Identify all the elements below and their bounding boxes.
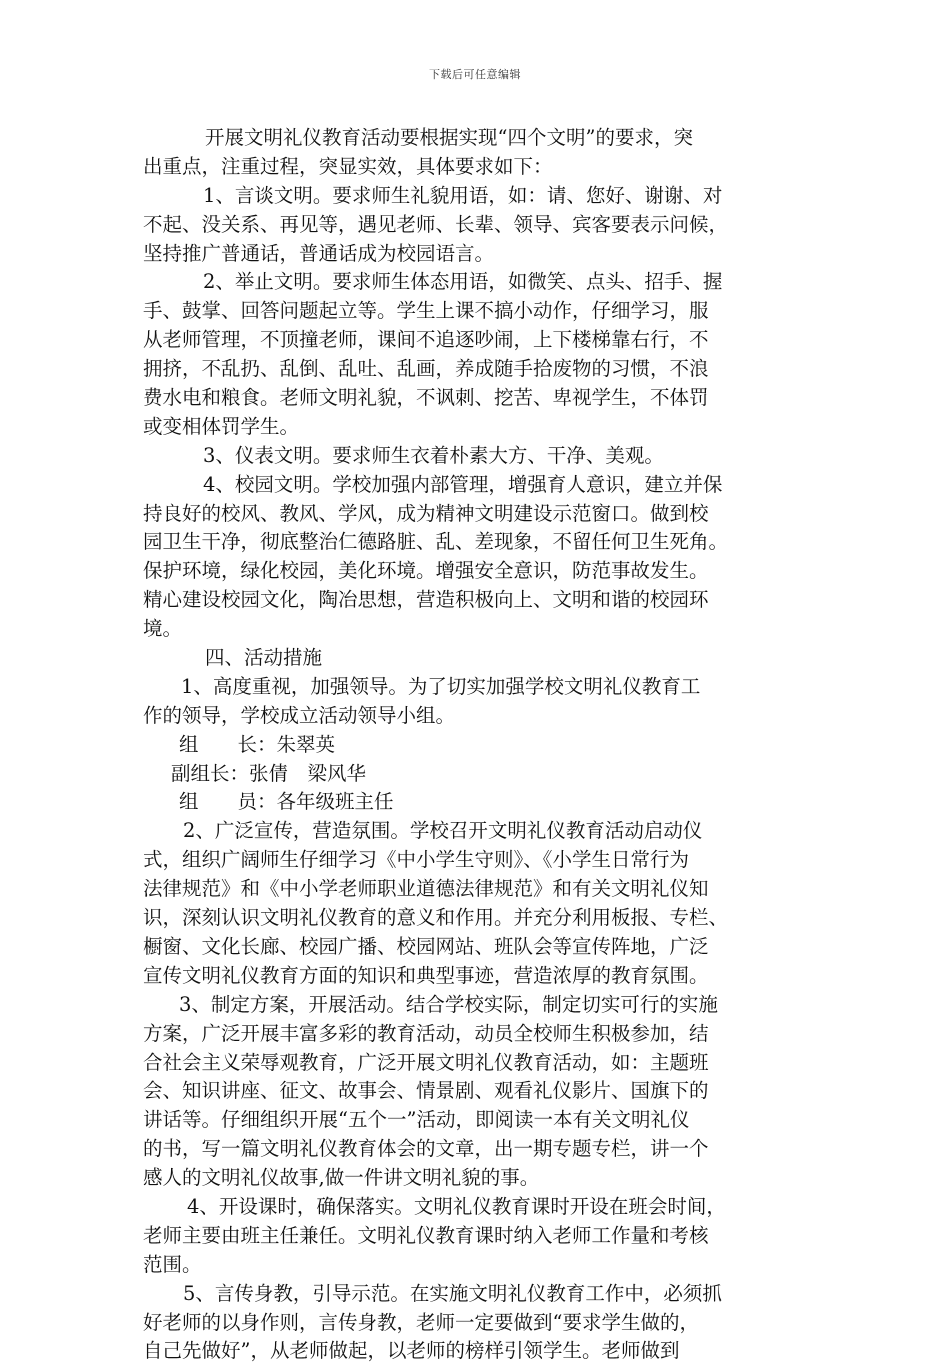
text-line: 4、开设课时，确保落实。文明礼仪教育课时开设在班会时间， [187,1194,726,1218]
text-line: 会、知识讲座、征文、故事会、情景剧、观看礼仪影片、国旗下的 [143,1079,709,1103]
text-line: 老师主要由班主任兼任。文明礼仪教育课时纳入老师工作量和考核 [143,1223,709,1247]
text-line: 或变相体罚学生。 [143,414,300,438]
text-line: 不起、没关系、再见等，遇见老师、长辈、领导、宾客要表示问候， [143,212,729,236]
text-line: 4、校园文明。学校加强内部管理，增强育人意识，建立并保 [203,472,723,496]
text-line: 从老师管理，不顶撞老师，课间不追逐吵闹，上下楼梯靠右行，不 [143,328,709,352]
text-line: 拥挤，不乱扔、乱倒、乱吐、乱画，养成随手拾废物的习惯，不浪 [143,357,709,381]
text-line: 橱窗、文化长廊、校园广播、校园网站、班队会等宣传阵地，广泛 [143,934,709,958]
text-line: 1、高度重视，加强领导。为了切实加强学校文明礼仪教育工 [181,674,701,698]
text-line: 出重点，注重过程，突显实效，具体要求如下： [143,154,553,178]
text-line: 3、仪表文明。要求师生衣着朴素大方、干净、美观。 [203,443,664,467]
text-line: 副组长：张倩 梁风华 [171,761,367,785]
text-line: 2、举止文明。要求师生体态用语，如微笑、点头、招手、握 [203,270,723,294]
text-line: 开展文明礼仪教育活动要根据实现“四个文明”的要求，突 [205,126,693,149]
text-line: 宣传文明礼仪教育方面的知识和典型事迹，营造浓厚的教育氛围。 [143,963,709,987]
text-line: 作的领导，学校成立活动领导小组。 [143,703,456,727]
text-line: 境。 [143,617,183,641]
text-line: 组 长：朱翠英 [179,732,336,756]
document-body [143,124,811,1366]
text-line: 合社会主义荣辱观教育，广泛开展文明礼仪教育活动，如：主题班 [143,1050,709,1074]
text-line: 好老师的以身作则，言传身教，老师一定要做到“要求学生做的， [143,1310,699,1334]
text-line: 组 员：各年级班主任 [179,790,394,814]
text-line: 自己先做好”，从老师做起，以老师的榜样引领学生。老师做到 [143,1339,680,1363]
text-line: 手、鼓掌、回答问题起立等。学生上课不搞小动作，仔细学习，服 [143,299,709,323]
text-line: 讲话等。仔细组织开展“五个一”活动，即阅读一本有关文明礼仪 [143,1108,690,1132]
page-header: 下载后可任意编辑 [429,68,521,81]
section-heading: 四、活动措施 [205,646,323,670]
text-line: 范围。 [143,1252,202,1276]
text-line: 精心建设校园文化，陶冶思想，营造积极向上、文明和谐的校园环 [143,588,709,612]
text-line: 法律规范》和《中小学老师职业道德法律规范》和有关文明礼仪知 [143,877,709,901]
text-line: 1、言谈文明。要求师生礼貌用语，如：请、您好、谢谢、对 [203,183,723,207]
text-line: 费水电和粮食。老师文明礼貌，不讽刺、挖苦、卑视学生，不体罚 [143,386,709,410]
text-line: 2、广泛宣传，营造氛围。学校召开文明礼仪教育活动启动仪 [183,819,703,843]
text-line: 保护环境，绿化校园，美化环境。增强安全意识，防范事故发生。 [143,559,709,583]
text-line: 坚持推广普通话，普通话成为校园语言。 [143,241,495,265]
text-line: 识，深刻认识文明礼仪教育的意义和作用。并充分利用板报、专栏、 [143,906,729,930]
text-line: 3、制定方案，开展活动。结合学校实际，制定切实可行的实施 [179,992,718,1016]
text-line: 的书，写一篇文明礼仪教育体会的文章，出一期专题专栏，讲一个 [143,1137,709,1161]
text-line: 感人的文明礼仪故事,做一件讲文明礼貌的事。 [143,1166,540,1190]
text-line: 方案，广泛开展丰富多彩的教育活动，动员全校师生积极参加，结 [143,1021,709,1045]
text-line: 持良好的校风、教风、学风，成为精神文明建设示范窗口。做到校 [143,501,709,525]
text-line: 5、言传身教，引导示范。在实施文明礼仪教育工作中，必须抓 [183,1281,722,1305]
text-line: 园卫生干净，彻底整治仁德路脏、乱、差现象，不留任何卫生死角。 [143,530,729,554]
text-line: 式，组织广阔师生仔细学习《中小学生守则》、《小学生日常行为 [143,848,690,872]
